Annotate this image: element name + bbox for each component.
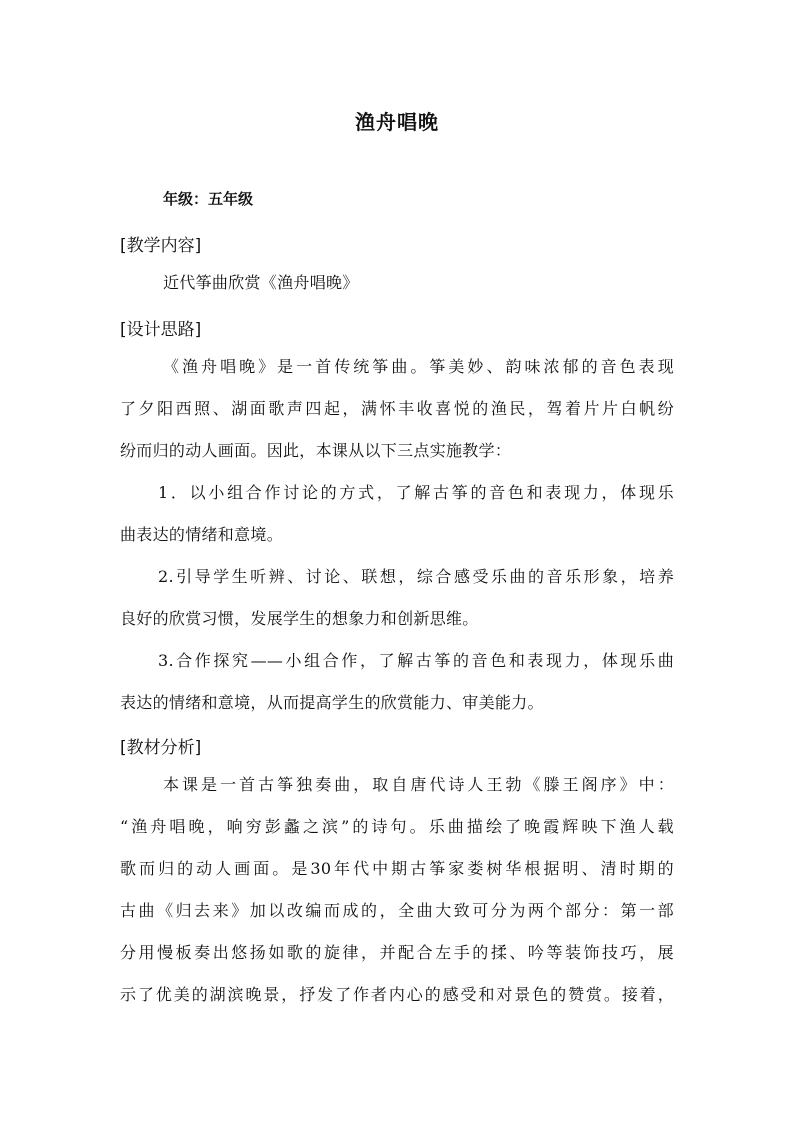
section-heading-analysis: [教材分析]	[120, 738, 202, 758]
design-line: 曲表达的情绪和意境。	[120, 525, 284, 544]
design-line: 《渔舟唱晚》是一首传统筝曲。筝美妙、韵味浓郁的音色表现	[163, 357, 674, 376]
design-line: 2.引导学生听辨、讨论、联想，综合感受乐曲的音乐形象，培养	[158, 567, 674, 586]
analysis-line: 分用慢板奏出悠扬如歌的旋律，并配合左手的揉、吟等装饰技巧，展	[120, 943, 674, 962]
analysis-line: 歌而归的动人画面。是30年代中期古筝家娄树华根据明、清时期的	[120, 859, 674, 878]
analysis-line: 示了优美的湖滨晚景，抒发了作者内心的感受和对景色的赞赏。接着，	[120, 985, 674, 1004]
analysis-line: 本课是一首古筝独奏曲，取自唐代诗人王勃《滕王阁序》中：	[163, 775, 674, 794]
design-line: 3.合作探究——小组合作，了解古筝的音色和表现力，体现乐曲	[158, 651, 674, 670]
content-line: 近代筝曲欣赏《渔舟唱晚》	[163, 273, 359, 292]
design-line: 1．以小组合作讨论的方式，了解古筝的音色和表现力，体现乐	[158, 483, 674, 502]
analysis-line: 古曲《归去来》加以改编而成的，全曲大致可分为两个部分：第一部	[120, 901, 674, 920]
analysis-line: “渔舟唱晚，响穷彭蠡之滨”的诗句。乐曲描绘了晚霞辉映下渔人载	[120, 817, 674, 836]
section-heading-content: [教学内容]	[120, 236, 202, 256]
design-line: 了夕阳西照、湖面歌声四起，满怀丰收喜悦的渔民，驾着片片白帆纷	[120, 399, 674, 418]
document-title: 渔舟唱晚	[355, 110, 439, 134]
design-line: 表达的情绪和意境，从而提高学生的欣赏能力、审美能力。	[120, 693, 544, 712]
section-heading-design: [设计思路]	[120, 320, 202, 340]
design-line: 纷而归的动人画面。因此，本课从以下三点实施教学：	[120, 441, 512, 460]
design-line: 良好的欣赏习惯，发展学生的想象力和创新思维。	[120, 609, 479, 628]
grade-label: 年级：五年级	[163, 190, 254, 208]
